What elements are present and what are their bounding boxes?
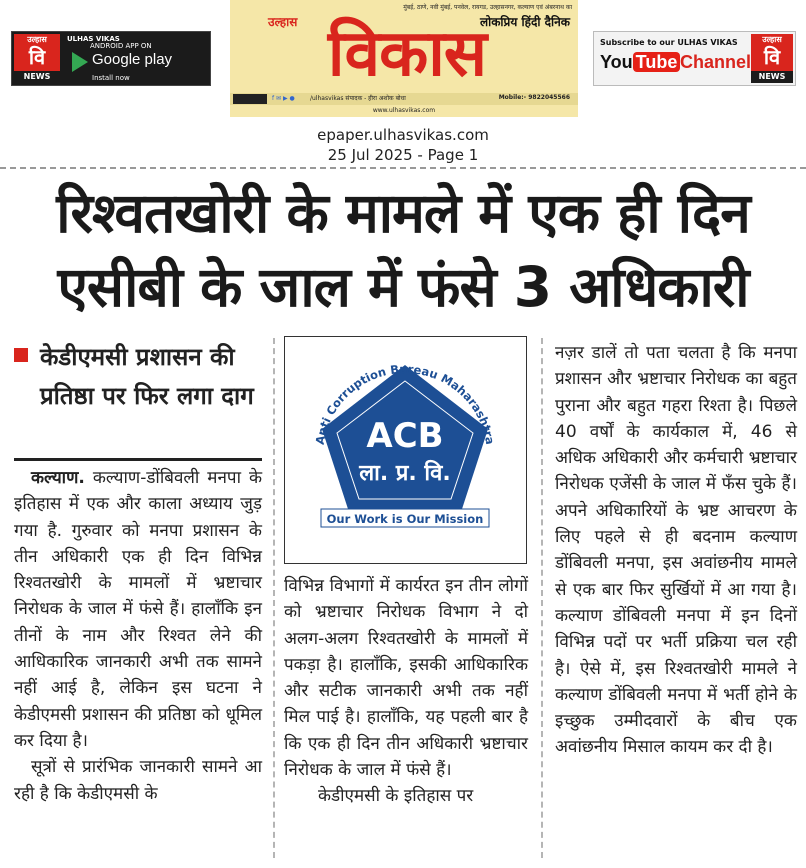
paragraph: विभिन्न विभागों में कार्यरत इन तीन लोगों को भ्रष्टाचार निरोधक विभाग ने दो अलग-अलग रिश्वतखोरी के मामलों में पकड़ा है। हालाँकि, इसकी आधिकारिक और सटीक जानकारी अभी तक नहीं मिल पाई है। हालाँकि, यह पहली बार है कि एक ही दिन तीन अधिकारी भ्रष्टाचार निरोधक के जाल में फंसे हैं। bbox=[284, 576, 528, 781]
ulhas-vikas-news-logo: उल्हास वि NEWS bbox=[751, 34, 793, 83]
svg-text:ACB: ACB bbox=[366, 416, 444, 456]
article-column-3 bbox=[555, 340, 797, 761]
svg-text:Anti Corruption Bureau Maharas: Anti Corruption Bureau Maharashtra bbox=[312, 361, 498, 446]
newspaper-header bbox=[0, 0, 806, 120]
paragraph: नज़र डालें तो पता चलता है कि मनपा प्रशासन और भ्रष्टाचार निरोधक का बहुत पुराना और बहुत गहरा रिश्ता है। पिछले 40 वर्षों के कार्यकाल में, 46 से अधिक अधिकारी और कर्मचारी भ्रष्टाचार निरोधक एजेंसी के जाल में फँस चुके हैं। अपने अधिकारियों के भ्रष्ट आचरण के लिए पहले से ही बदनाम कल्याण डोंबिवली मनपा, इस अवांछनीय मामले से एक बार फिर सुर्खियों में आ गया है। कल्याण डोंबिवली मनपा में इन दिनों विभिन्न पदों पर भर्ती प्रक्रिया चल रही है। ऐसे में, इस रिश्वतखोरी मामले ने कल्याण डोंबिवली मनपा में भर्ती होने के इच्छुक उम्मीदवारों के बीच एक अवांछनीय मिसाल कायम कर दी है। bbox=[555, 343, 797, 758]
ulhas-vikas-news-logo: उल्हास वि NEWS bbox=[14, 34, 60, 83]
dashed-divider bbox=[0, 167, 806, 169]
source-info bbox=[0, 125, 806, 165]
channel-label: Channel bbox=[680, 52, 752, 72]
masthead-cities: मुंबई, ठाणे, नवी मुंबई, पनवेल, रायगड, उल्हासनगर, कल्याण एवं अंबरनाथ का bbox=[403, 4, 572, 11]
subscribe-label: Subscribe to our ULHAS VIKAS bbox=[600, 38, 738, 47]
paragraph: सूत्रों से प्रारंभिक जानकारी सामने आ रही है कि केडीएमसी के bbox=[14, 757, 262, 804]
article-column-2 bbox=[284, 573, 528, 810]
masthead-mobile: Mobile:- 9822045566 bbox=[498, 94, 570, 101]
masthead-website[interactable]: www.ulhasvikas.com bbox=[372, 107, 436, 114]
red-square-bullet-icon bbox=[14, 348, 28, 362]
svg-text:ला. प्र. वि.: ला. प्र. वि. bbox=[359, 461, 451, 486]
article-headline bbox=[0, 176, 806, 324]
column-divider bbox=[273, 338, 275, 858]
youtube-logo: You Tube bbox=[600, 52, 680, 73]
subhead-rule bbox=[14, 458, 262, 461]
android-label: ANDROID APP ON bbox=[90, 42, 152, 50]
masthead-tagline: लोकप्रिय हिंदी दैनिक bbox=[479, 15, 570, 29]
paragraph: कल्याण. कल्याण-डोंबिवली मनपा के इतिहास में एक और काला अध्याय जुड़ गया है. गुरुवार को मनपा प्रशासन के तीन अधिकारी एक ही दिन विभिन्न रिश्वतखोरी के मामलों में भ्रष्टाचार निरोधक के जाल में फंसे हैं। हालाँकि इन तीनों के नाम और रिश्वत लेने की आधिकारिक जानकारी अभी तक सामने नहीं आई है, लेकिन इस घटना ने केडीएमसी प्रशासन की प्रतिष्ठा को धूमिल कर दिया है। bbox=[14, 468, 262, 751]
paragraph: केडीएमसी के इतिहास पर bbox=[318, 786, 474, 807]
android-app-banner[interactable] bbox=[11, 31, 211, 86]
column-divider bbox=[541, 338, 543, 858]
google-play-icon bbox=[72, 52, 88, 72]
masthead-editor: /ulhasvikas संपादक - हीरा अशोक बोधा bbox=[310, 95, 406, 102]
social-icons: f ✉ ▶ ● bbox=[272, 95, 295, 102]
install-label: Install now bbox=[92, 74, 130, 82]
masthead-prefix: उल्हास bbox=[268, 15, 298, 29]
source-date-page: 25 Jul 2025 - Page 1 bbox=[327, 146, 479, 164]
headline-line-2: एसीबी के जाल में फंसे 3 अधिकारी bbox=[57, 255, 749, 319]
masthead bbox=[230, 0, 578, 117]
brand-label: ULHAS VIKAS bbox=[67, 35, 120, 43]
dateline: कल्याण. bbox=[31, 468, 85, 488]
svg-text:Our Work is Our Mission: Our Work is Our Mission bbox=[326, 512, 484, 526]
acb-logo-image bbox=[284, 336, 527, 564]
google-play-mini-icon bbox=[233, 94, 267, 104]
masthead-title: विकास bbox=[327, 17, 487, 91]
article-column-1 bbox=[14, 465, 262, 807]
acb-emblem bbox=[285, 337, 525, 562]
source-url[interactable]: epaper.ulhasvikas.com bbox=[317, 126, 489, 144]
google-play-badge[interactable]: Google play bbox=[72, 51, 204, 73]
youtube-channel-banner[interactable] bbox=[593, 31, 796, 86]
masthead-band bbox=[230, 93, 578, 105]
headline-line-1: रिश्वतखोरी के मामले में एक ही दिन bbox=[56, 181, 750, 245]
